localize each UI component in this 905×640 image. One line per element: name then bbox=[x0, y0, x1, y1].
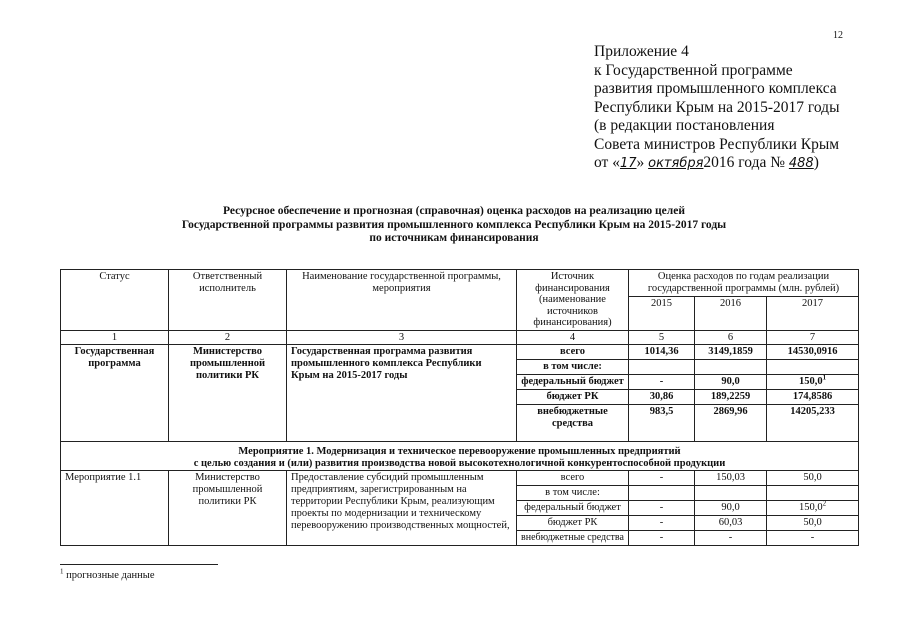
value-2015: 1014,36 bbox=[629, 345, 695, 360]
value-2017 bbox=[767, 375, 859, 390]
value-2016: 90,0 bbox=[695, 375, 767, 390]
footnote-mark: 1 bbox=[60, 567, 64, 576]
source-cell: всего bbox=[517, 345, 629, 360]
value-2017 bbox=[767, 486, 859, 501]
appendix-line: (в редакции постановления bbox=[594, 117, 775, 134]
source-cell: в том числе: bbox=[517, 486, 629, 501]
title-line-1: Ресурсное обеспечение и прогнозная (справочная) оценка расходов на реализацию целей bbox=[223, 205, 685, 217]
value-2016: 90,0 bbox=[695, 501, 767, 516]
value-text: 150,0 bbox=[798, 376, 823, 387]
value-2017: 14530,0916 bbox=[767, 345, 859, 360]
resource-table bbox=[60, 269, 859, 546]
footnote-ref: 1 bbox=[822, 374, 827, 382]
value-2016: - bbox=[695, 531, 767, 546]
activity-name: Предоставление субсидий промышленным предприятиям, зарегистрированным на территории Республики Крым, реализующим проекты по модернизации и техническому перевооружению производственных мощностей, bbox=[287, 471, 517, 546]
appendix-line: Приложение 4 bbox=[594, 43, 689, 60]
activity-header-line-1: Мероприятие 1. Модернизация и техническое перевооружение промышленных предприятий bbox=[238, 446, 681, 457]
header-status: Статус bbox=[61, 270, 169, 331]
value-2015: - bbox=[629, 516, 695, 531]
appendix-block bbox=[594, 43, 894, 174]
value-2015 bbox=[629, 360, 695, 375]
column-number-row bbox=[61, 331, 859, 345]
footnote bbox=[60, 567, 155, 581]
footnote-divider bbox=[60, 564, 218, 565]
activity-header-line-2: с целью создания и (или) развития производства новой высокотехнологичной конкурентоспособной продукции bbox=[193, 457, 726, 469]
value-2015 bbox=[629, 486, 695, 501]
value-2017: - bbox=[767, 531, 859, 546]
value-2016: 150,03 bbox=[695, 471, 767, 486]
table-row bbox=[61, 345, 859, 360]
column-number: 6 bbox=[695, 331, 767, 345]
value-2017: 14205,233 bbox=[767, 405, 859, 442]
value-2015: - bbox=[629, 471, 695, 486]
source-cell: бюджет РК bbox=[517, 516, 629, 531]
appendix-line: Республики Крым на 2015-2017 годы bbox=[594, 98, 840, 116]
value-2015: 30,86 bbox=[629, 390, 695, 405]
value-2016: 2869,96 bbox=[695, 405, 767, 442]
source-cell: внебюджетные средства bbox=[517, 405, 629, 442]
appendix-line: к Государственной программе bbox=[594, 61, 793, 79]
value-2016: 189,2259 bbox=[695, 390, 767, 405]
activity-executor: Министерство промышленной политики РК bbox=[169, 471, 287, 546]
date-day: 17 bbox=[619, 156, 637, 171]
date-year: 2016 года № bbox=[703, 154, 786, 171]
value-2015: - bbox=[629, 531, 695, 546]
header-estimate: Оценка расходов по годам реализации государственной программы (млн. рублей) bbox=[629, 270, 859, 297]
source-cell: всего bbox=[517, 471, 629, 486]
value-2017 bbox=[767, 360, 859, 375]
source-cell: бюджет РК bbox=[517, 390, 629, 405]
document-title bbox=[120, 205, 788, 246]
value-2015: - bbox=[629, 501, 695, 516]
activity-header-row bbox=[61, 442, 859, 471]
date-month: октября bbox=[648, 156, 704, 171]
value-2017: 174,8586 bbox=[767, 390, 859, 405]
value-2017: 50,0 bbox=[767, 516, 859, 531]
column-number: 7 bbox=[767, 331, 859, 345]
program-name: Государственная программа развития промышленного комплекса Республики Крым на 2015-2017 годы bbox=[287, 345, 517, 442]
title-line-2: Государственной программы развития промышленного комплекса Республики Крым на 2015-2017 годы bbox=[181, 218, 727, 231]
value-2016: 60,03 bbox=[695, 516, 767, 531]
value-2015: 983,5 bbox=[629, 405, 695, 442]
value-2017: 50,0 bbox=[767, 471, 859, 486]
appendix-line: Совета министров Республики Крым bbox=[594, 135, 840, 153]
header-name: Наименование государственной программы, мероприятия bbox=[287, 270, 517, 331]
date-number: 488 bbox=[788, 156, 814, 171]
source-cell: в том числе: bbox=[517, 360, 629, 375]
value-2017 bbox=[767, 501, 859, 516]
header-executor: Ответственный исполнитель bbox=[169, 270, 287, 331]
source-cell: внебюджетные средства bbox=[517, 531, 629, 546]
source-cell: федеральный бюджет bbox=[517, 375, 629, 390]
footnote-text: прогнозные данные bbox=[63, 570, 155, 581]
column-number: 1 bbox=[61, 331, 169, 345]
column-number: 4 bbox=[517, 331, 629, 345]
table-row bbox=[61, 471, 859, 486]
value-text: 150,0 bbox=[798, 502, 823, 513]
program-executor: Министерство промышленной политики РК bbox=[169, 345, 287, 442]
footnote-ref: 2 bbox=[822, 500, 827, 508]
header-year-2017: 2017 bbox=[767, 297, 859, 331]
activity-status: Мероприятие 1.1 bbox=[61, 471, 169, 546]
table-header-row bbox=[61, 270, 859, 297]
header-source: Источник финансирования (наименование источников финансирования) bbox=[517, 270, 629, 331]
value-2015: - bbox=[629, 375, 695, 390]
source-cell: федеральный бюджет bbox=[517, 501, 629, 516]
activity-header bbox=[61, 442, 859, 471]
header-year-2015: 2015 bbox=[629, 297, 695, 331]
date-prefix: от « bbox=[594, 154, 620, 171]
page-number: 12 bbox=[833, 30, 843, 41]
column-number: 2 bbox=[169, 331, 287, 345]
column-number: 3 bbox=[287, 331, 517, 345]
appendix-line: развития промышленного комплекса bbox=[594, 80, 837, 97]
program-status: Государственная программа bbox=[61, 345, 169, 442]
value-2016 bbox=[695, 360, 767, 375]
appendix-date-line: от «17» октября2016 года № 488) bbox=[594, 154, 819, 171]
header-year-2016: 2016 bbox=[695, 297, 767, 331]
title-line-3: по источникам финансирования bbox=[369, 232, 539, 244]
column-number: 5 bbox=[629, 331, 695, 345]
value-2016: 3149,1859 bbox=[695, 345, 767, 360]
date-mid: » bbox=[636, 154, 645, 171]
value-2016 bbox=[695, 486, 767, 501]
